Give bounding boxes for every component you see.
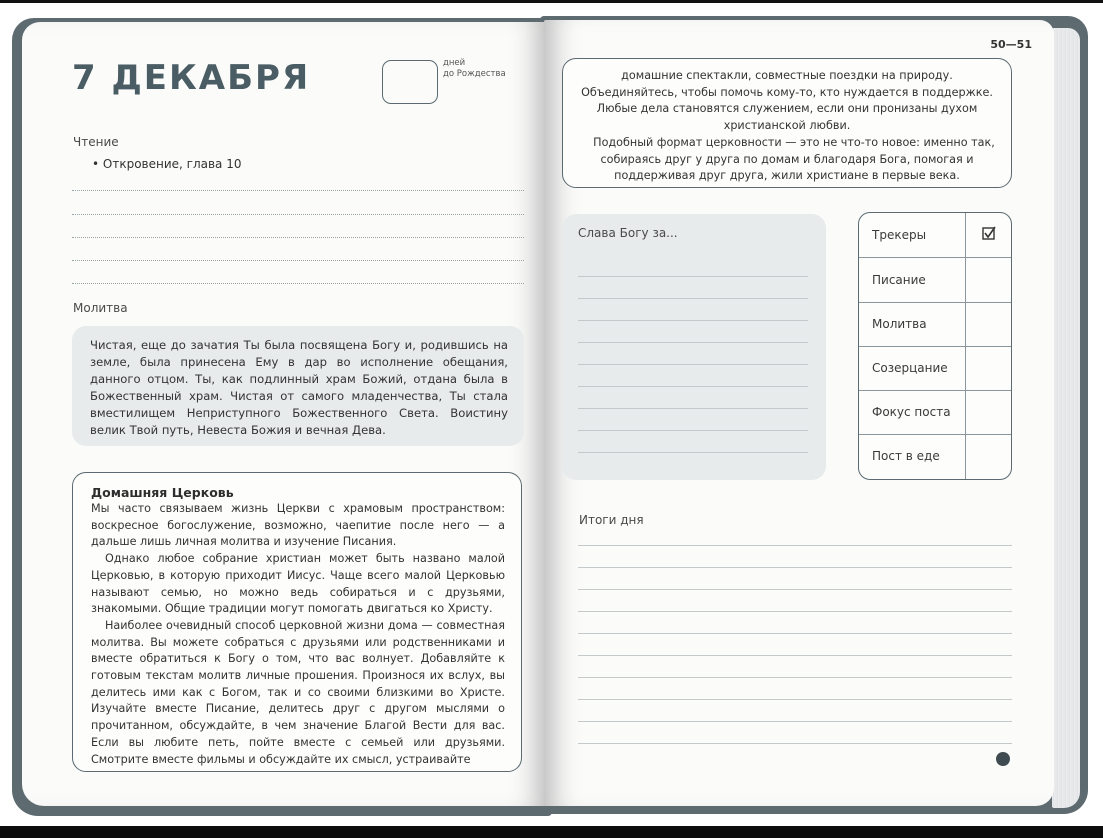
tracker-row[interactable] <box>859 390 1011 435</box>
left-page <box>22 22 546 806</box>
tracker-header: Трекеры <box>872 228 927 242</box>
reading-item: • Откровение, глава 10 <box>92 157 242 171</box>
writing-line[interactable] <box>578 342 808 343</box>
home-church-box <box>72 472 522 772</box>
prayer-box <box>72 326 524 446</box>
tracker-row[interactable] <box>859 434 1011 478</box>
tracker-row-label: Фокус поста <box>872 405 951 419</box>
bottom-border <box>0 826 1103 838</box>
home-church-title: Домашняя Церковь <box>91 485 234 500</box>
summary-label: Итоги дня <box>579 513 644 527</box>
date-title: 7 ДЕКАБРЯ <box>72 58 311 98</box>
writing-line[interactable] <box>578 298 808 299</box>
days-until-christmas-label: дней до Рождества <box>443 58 506 79</box>
tracker-row[interactable] <box>859 346 1011 391</box>
writing-line[interactable] <box>578 364 808 365</box>
home-church-paragraph: Мы часто связываем жизнь Церкви с храмовым пространством: воскресное богослужение, возможно, чаепитие после него — а дальше лишь личная молитва и изучение Писания. <box>91 502 505 549</box>
writing-line[interactable] <box>578 699 1012 700</box>
compass-logo-icon <box>996 752 1010 766</box>
writing-line[interactable] <box>578 567 1012 568</box>
writing-line[interactable] <box>578 611 1012 612</box>
top-border <box>0 0 1103 3</box>
writing-line[interactable] <box>578 655 1012 656</box>
prayer-label: Молитва <box>73 301 128 315</box>
writing-line[interactable] <box>72 237 524 238</box>
writing-line[interactable] <box>72 260 524 261</box>
continuation-box <box>562 58 1012 188</box>
writing-line[interactable] <box>578 430 808 431</box>
tracker-header-row <box>859 213 1011 258</box>
writing-line[interactable] <box>578 276 808 277</box>
writing-line[interactable] <box>578 677 1012 678</box>
tracker-row[interactable] <box>859 258 1011 303</box>
tracker-row-label: Молитва <box>872 317 927 331</box>
tracker-table <box>858 212 1012 480</box>
writing-line[interactable] <box>72 283 524 284</box>
tracker-row[interactable] <box>859 302 1011 347</box>
writing-line[interactable] <box>72 214 524 215</box>
reading-label: Чтение <box>73 135 119 149</box>
writing-line[interactable] <box>578 408 808 409</box>
right-page <box>544 20 1054 806</box>
gratitude-label: Слава Богу за... <box>578 226 678 240</box>
writing-line[interactable] <box>72 190 524 191</box>
writing-line[interactable] <box>578 386 808 387</box>
writing-line[interactable] <box>578 743 1012 744</box>
tracker-row-label: Пост в еде <box>872 449 940 463</box>
writing-line[interactable] <box>578 452 808 453</box>
writing-line[interactable] <box>578 320 808 321</box>
writing-line[interactable] <box>578 545 1012 546</box>
gratitude-box <box>562 214 826 480</box>
writing-line[interactable] <box>578 721 1012 722</box>
page-numbers: 50—51 <box>990 38 1032 51</box>
page-edges <box>1052 28 1080 808</box>
writing-line[interactable] <box>578 589 1012 590</box>
continuation-paragraph: Подобный формат церковности — это не что-то новое: именно так, собираясь друг у друга по домам и благодаря Бога, помогая и поддерживая друг друга, жили христиане в первые века. <box>593 135 995 183</box>
tracker-row-label: Писание <box>872 273 926 287</box>
days-until-christmas-box[interactable] <box>382 60 438 104</box>
checkbox-checked-icon <box>982 226 996 240</box>
prayer-text: Чистая, еще до зачатия Ты была посвящена Богу и, родившись на земле, была принесена Ему в дар во исполнение обещания, данного отцом. Ты, как подлинный храм Божий, отдана была в Божественный храм. Чистая от самого младенчества, Ты стала вместилищем Неприступного Божественного Света. Воистину велик Твой путь, Невеста Божия и вечная Дева. <box>90 338 508 437</box>
home-church-paragraph: Наиболее очевидный способ церковной жизни дома — совместная молитва. Вы можете собраться с друзьями или родственниками и вместе обратиться к Богу о том, что вас волнует. Добавляйте к готовым текстам молитв личные прошения. Произнося их вслух, вы делитесь ими как с Богом, так и со своими близкими во Христе. Изучайте вместе Писание, делитесь друг с другом мыслями о прочитанном, обсуждайте, в чем значение Благой Вести для вас. Если вы любите петь, пойте вместе с семьей или друзьями. Смотрите вместе фильмы и обсуждайте их смысл, устраивайте <box>91 618 505 766</box>
tracker-row-label: Созерцание <box>872 361 948 375</box>
home-church-paragraph: Однако любое собрание христиан может быть названо малой Церковью, в которую приходит Иисус. Чаще всего малой Церковью называют семью, но можно ведь собираться и с друзьями, знакомыми. Общие традиции могут помогать двигаться ко Христу. <box>91 552 505 616</box>
continuation-paragraph: домашние спектакли, совместные поездки на природу. Объединяйтесь, чтобы помочь кому-то, кто нуждается в поддержке. Любые дела становятся служением, если они пронизаны духом христианской любви. <box>581 69 993 133</box>
writing-line[interactable] <box>578 633 1012 634</box>
